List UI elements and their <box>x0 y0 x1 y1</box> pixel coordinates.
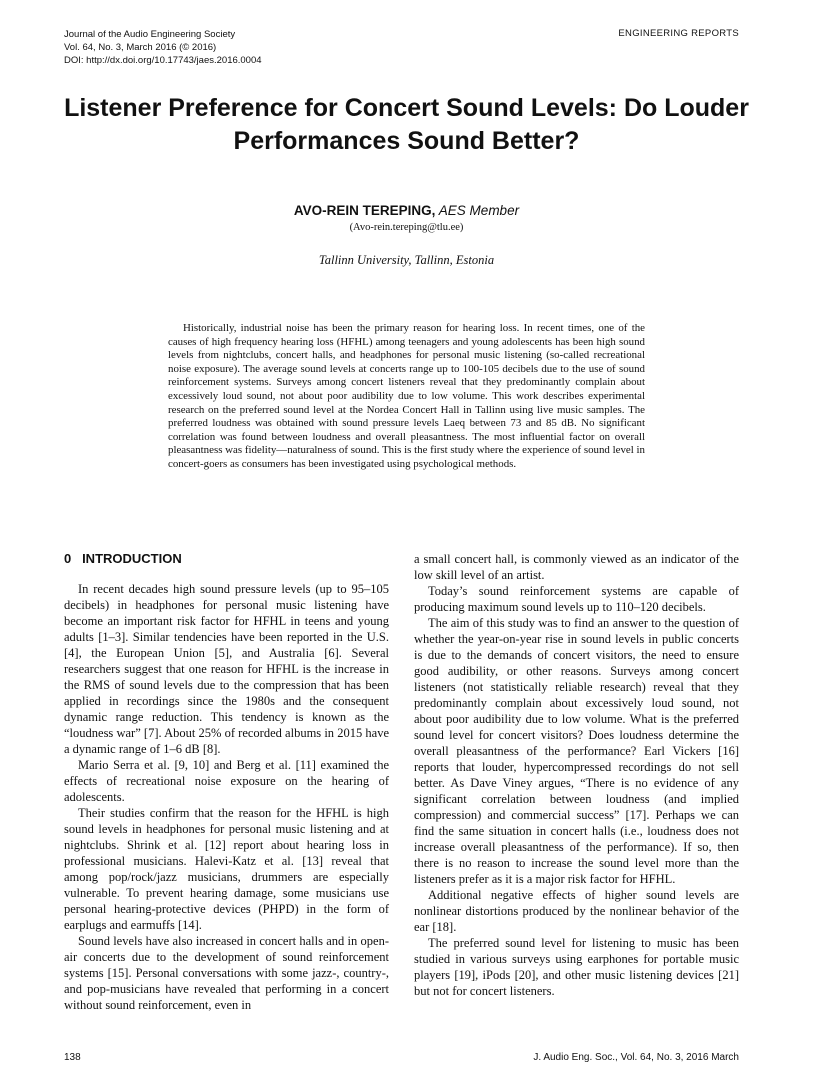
journal-volume: Vol. 64, No. 3, March 2016 (© 2016) <box>64 42 217 53</box>
paragraph: Their studies confirm that the reason for the HFHL is high sound levels in headphones for personal music listening and at nightclubs. Shrink et al. [12] report about hearing loss in professional musicians. Halevi-Katz et al. [13] reveal that among pop/rock/jazz musicians, drummers are especially vulnerable. To prevent hearing damage, some musicians use personal hearing-protective devices (PHPD) in the form of earplugs and earmuffs [14]. <box>64 806 389 932</box>
author-line <box>0 203 813 219</box>
author-name: AVO-REIN TEREPING, <box>293 203 436 218</box>
journal-doi: DOI: http://dx.doi.org/10.17743/jaes.2016.0004 <box>64 55 262 66</box>
journal-name: Journal of the Audio Engineering Society <box>64 29 236 40</box>
section-heading: 0 INTRODUCTION <box>64 551 182 566</box>
paragraph: The preferred sound level for listening to music has been studied in various surveys using earphones for portable music players [19], iPods [20], and other music listening devices [21] but not for concert listeners. <box>414 936 739 998</box>
author-email: (Avo-rein.tereping@tlu.ee) <box>349 222 464 233</box>
paragraph: In recent decades high sound pressure levels (up to 95–105 decibels) in headphones for personal music listening have become an important risk factor for HFHL in teens and young adults [1–3]. Similar tendencies have been reported in the U.S. [4], the European Union [5], and Australia [6]. Several researchers suggest that one reason for HFHL is the increase in the RMS of sound levels due to the compression that has been applied in recordings since the 1980s and the consequent dynamic range reduction. This tendency is known as the “loudness war” [7]. About 25% of recorded albums in 2015 have a dynamic range of 1–6 dB [8]. <box>64 582 389 756</box>
page-number: 138 <box>64 1052 81 1063</box>
footer-citation: J. Audio Eng. Soc., Vol. 64, No. 3, 2016 March <box>533 1052 739 1063</box>
section-label: ENGINEERING REPORTS <box>618 28 739 39</box>
left-column <box>64 551 389 1013</box>
paragraph: The aim of this study was to find an answer to the question of whether the year-on-year rise in sound levels in public concerts is due to the demands of concert visitors, the need to ensure good audibility, or other reasons. Surveys among concert listeners (not statistically reliable research) reveal that they predominantly complain about excessively loud sound, not about poor audibility due to low volume. What is the preferred sound level for concert visitors? Does loudness determine the overall pleasantness of the performance? Earl Vickers [16] reports that louder, hypercompressed recordings do not sell better. As Dave Viney argues, “There is no evidence of any significant correlation between loudness (and implied compression) and commercial success” [17]. Perhaps we can find the same situation in concert halls (i.e., loudness does not increase overall pleasantness of the performance). If so, then there is no reason to increase the sound level more than the listeners prefer as it is a major risk factor for HFHL. <box>414 616 739 886</box>
paragraph: Mario Serra et al. [9, 10] and Berg et al. [11] examined the effects of recreational noise exposure on the hearing of adolescents. <box>64 758 389 804</box>
journal-header <box>64 28 262 67</box>
right-column <box>414 551 739 999</box>
abstract: Historically, industrial noise has been the primary reason for hearing loss. In recent times, one of the causes of high frequency hearing loss (HFHL) among teenagers and young adolescents has been high sound levels from nightclubs, concert halls, and headphones for personal music listening (so-called recreational noise exposure). The average sound levels at concerts range up to 100-105 decibels due to the use of sound reinforcement systems. Surveys among concert listeners reveal that they predominantly complain about excessively loud sound, not about poor audibility due to low volume. This work describes experimental research on the preferred sound level at the Nordea Concert Hall in Tallinn using live music samples. The preferred loudness was obtained with sound pressure levels Laeq between 73 and 85 dB. No significant correlation was found between loudness and overall pleasantness. The most influential factor on overall pleasantness was fidelity—naturalness of sound. This is the first study where the experience of sound level in concert-goers as consumers has been investigated using psychological methods. <box>168 322 645 470</box>
paper-title: Listener Preference for Concert Sound Levels: Do Louder Performances Sound Better? <box>64 94 749 155</box>
author-membership: AES Member <box>438 203 520 218</box>
paragraph: Sound levels have also increased in concert halls and in open-air concerts due to the development of sound reinforcement systems [15]. Personal conversations with some jazz-, country-, and pop-musicians have revealed that performing in a concert without sound reinforcement, even in <box>64 934 389 1012</box>
paragraph: a small concert hall, is commonly viewed as an indicator of the low skill level of an artist. <box>414 552 739 582</box>
paragraph: Today’s sound reinforcement systems are capable of producing maximum sound levels up to 110–120 decibels. <box>414 584 739 614</box>
paragraph: Additional negative effects of higher sound levels are nonlinear distortions produced by the nonlinear behavior of the ear [18]. <box>414 888 739 934</box>
author-affiliation: Tallinn University, Tallinn, Estonia <box>318 253 495 267</box>
